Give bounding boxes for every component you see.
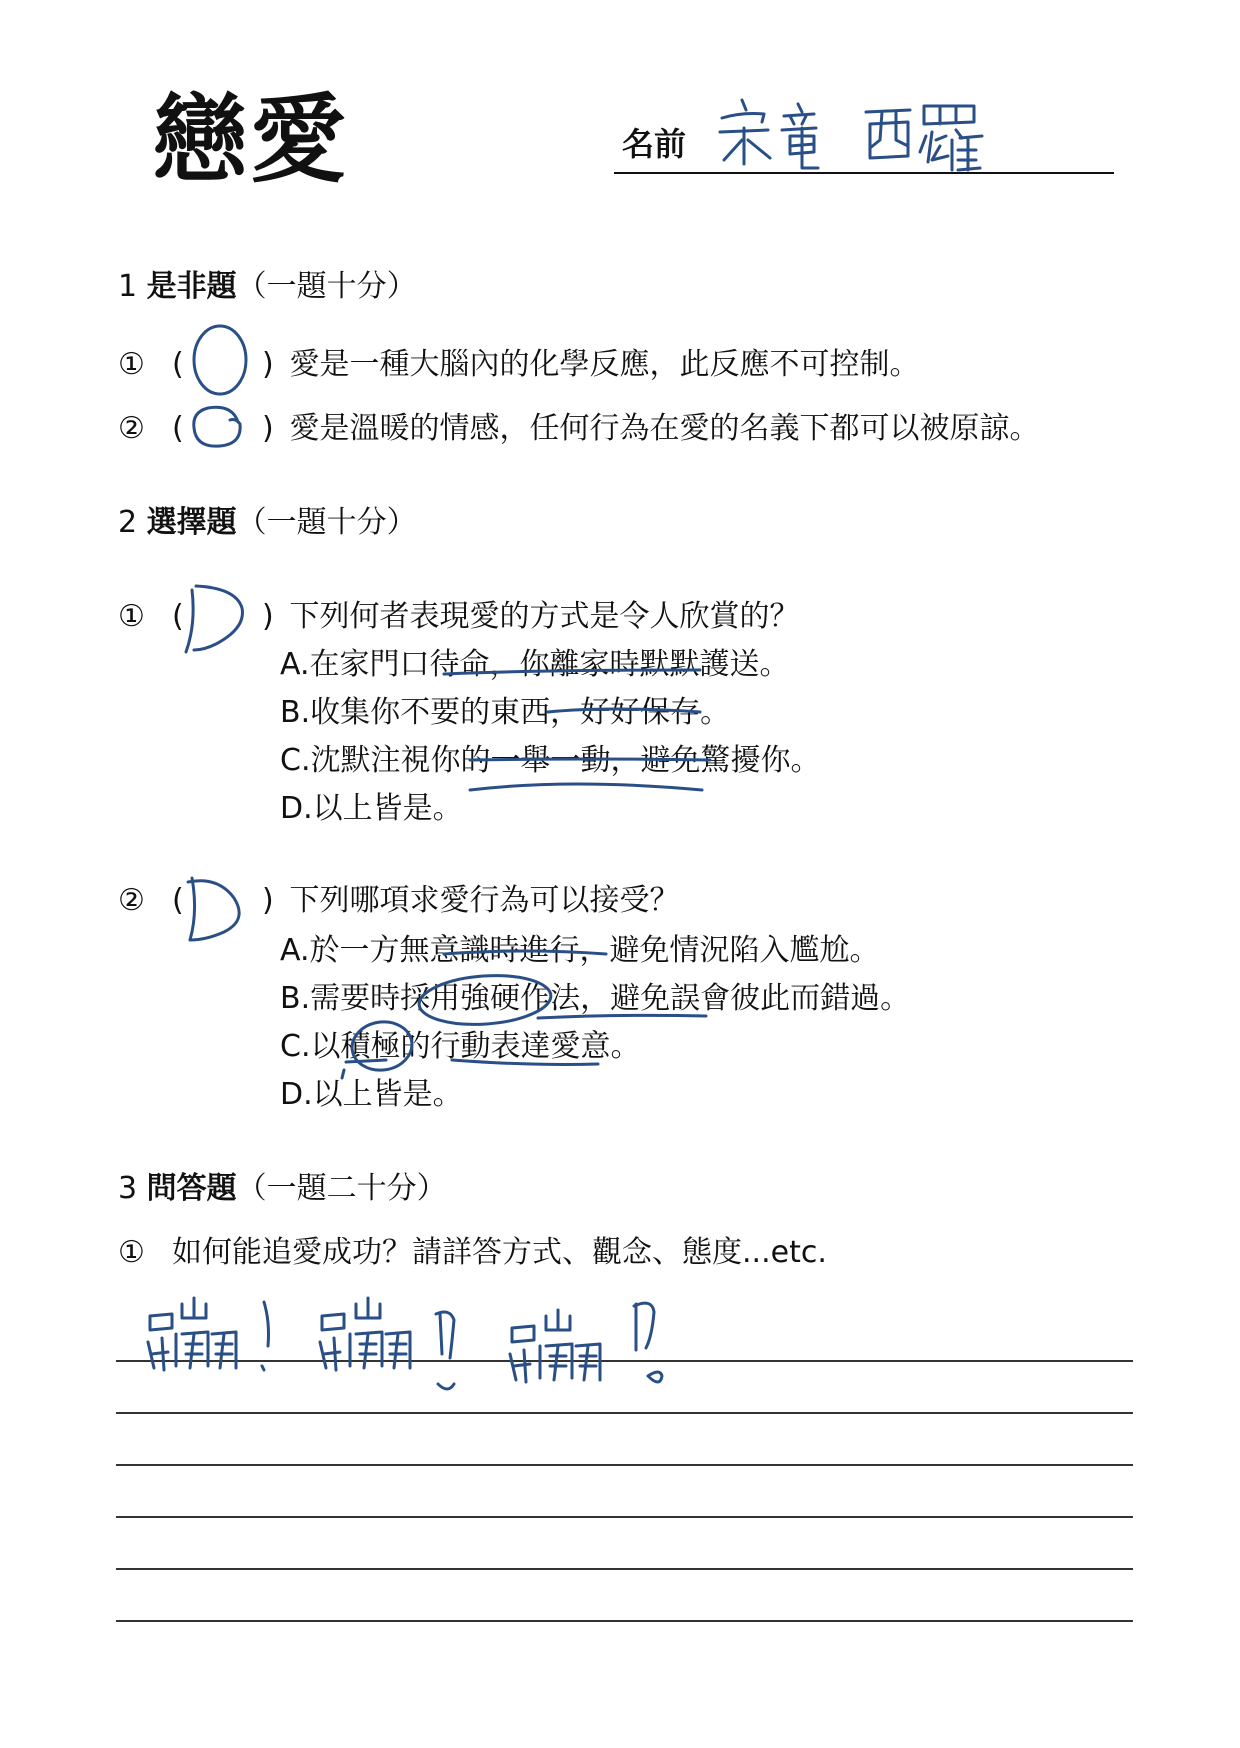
name-underline	[614, 172, 1114, 174]
question-index: ①	[118, 599, 145, 634]
mc-2-option-b: B.需要時採用強硬作法，避免誤會彼此而錯過。	[280, 981, 911, 1016]
answer-line	[116, 1516, 1133, 1518]
tf-question-2: ② ( ) 愛是溫暖的情感，任何行為在愛的名義下都可以被原諒。	[118, 411, 1040, 446]
section-2-points: （一題十分）	[236, 505, 417, 540]
page-title: 戀愛	[152, 84, 348, 196]
essay-question-1	[118, 1235, 827, 1270]
mc-1-option-a: A.在家門口待命，你離家時默默護送。	[280, 647, 790, 682]
section-2-heading	[118, 505, 417, 540]
handwritten-answer	[148, 1298, 662, 1389]
answer-line	[116, 1360, 1133, 1362]
section-3-heading	[118, 1171, 447, 1206]
tf-question-1: ① ( ) 愛是一種大腦內的化學反應，此反應不可控制。	[118, 347, 920, 382]
question-index: ②	[118, 883, 145, 918]
mc-2-option-c: C.以積極的行動表達愛意。	[280, 1029, 641, 1064]
mc-1-option-d: D.以上皆是。	[280, 791, 463, 826]
mc-question-1: ① ( ) 下列何者表現愛的方式是令人欣賞的？	[118, 599, 800, 634]
name-label: 名前	[622, 125, 687, 163]
answer-line	[116, 1412, 1133, 1414]
section-1-number: 1	[118, 269, 138, 304]
section-1-heading	[118, 269, 417, 304]
question-index: ②	[118, 411, 145, 446]
section-1-title: 是非題	[146, 269, 237, 304]
question-text: 愛是溫暖的情感，任何行為在愛的名義下都可以被原諒。	[289, 411, 1040, 446]
section-1-points: （一題十分）	[236, 269, 417, 304]
question-text: 下列哪項求愛行為可以接受？	[289, 883, 680, 918]
section-2-title: 選擇題	[146, 505, 237, 540]
mc-1-option-c: C.沈默注視你的一舉一動，避免驚擾你。	[280, 743, 821, 778]
answer-line	[116, 1620, 1133, 1622]
mc-2-option-a: A.於一方無意識時進行，避免情況陷入尷尬。	[280, 933, 880, 968]
section-3-number: 3	[118, 1171, 138, 1206]
mc-question-2: ② ( ) 下列哪項求愛行為可以接受？	[118, 883, 680, 918]
answer-line	[116, 1464, 1133, 1466]
mc-2-option-d: D.以上皆是。	[280, 1077, 463, 1112]
section-3-title: 問答題	[146, 1171, 237, 1206]
handwritten-name	[720, 100, 982, 170]
section-2-number: 2	[118, 505, 138, 540]
question-index: ①	[118, 1235, 145, 1270]
answer-line	[116, 1568, 1133, 1570]
question-text: 愛是一種大腦內的化學反應，此反應不可控制。	[289, 347, 920, 382]
section-3-points: （一題二十分）	[236, 1171, 447, 1206]
question-text: 下列何者表現愛的方式是令人欣賞的？	[289, 599, 800, 634]
mc-1-option-b: B.收集你不要的東西，好好保存。	[280, 695, 731, 730]
question-text: 如何能追愛成功？請詳答方式、觀念、態度...etc.	[172, 1235, 827, 1270]
question-index: ①	[118, 347, 145, 382]
